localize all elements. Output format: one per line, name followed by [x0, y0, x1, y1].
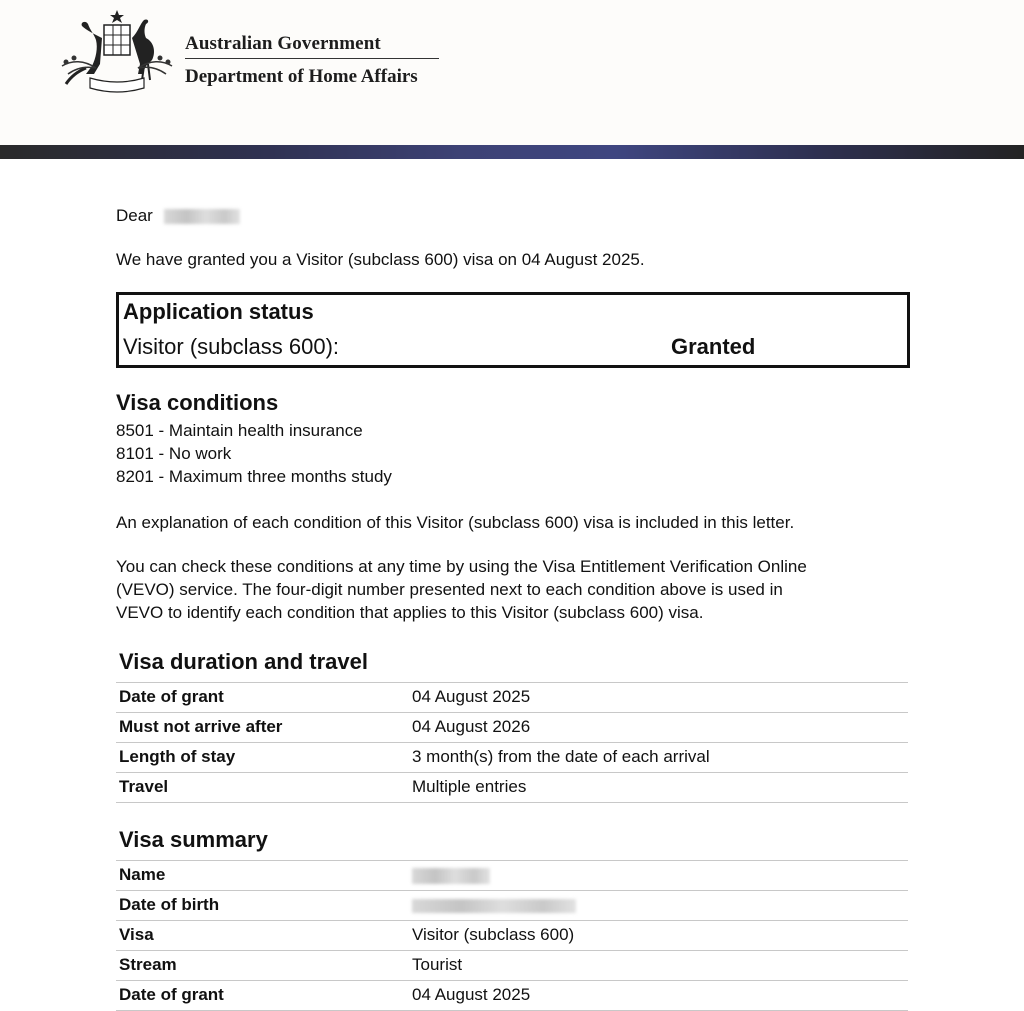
- application-status-box: [116, 292, 910, 368]
- table-row: [116, 950, 908, 980]
- grant-intro: We have granted you a Visitor (subclass 600) visa on 04 August 2025.: [116, 250, 645, 269]
- condition-item: 8501 - Maintain health insurance: [116, 421, 363, 440]
- row-value: 3 month(s) from the date of each arrival: [412, 747, 710, 766]
- salutation: [116, 204, 240, 227]
- table-row: [116, 860, 908, 890]
- agency-name: [185, 32, 439, 89]
- table-row: [116, 712, 908, 742]
- row-value: Tourist: [412, 955, 463, 974]
- row-key: Name: [119, 865, 166, 884]
- table-row: [116, 682, 908, 712]
- header-band: [0, 145, 1024, 159]
- government-name: Australian Government: [185, 33, 381, 54]
- row-key: Travel: [119, 777, 169, 796]
- row-key: Visa: [119, 925, 154, 944]
- row-key: Date of grant: [119, 687, 224, 706]
- redacted-name: [164, 209, 240, 224]
- conditions-explanation: An explanation of each condition of this Visitor (subclass 600) visa is included in this letter.: [116, 513, 795, 532]
- table-row: [116, 980, 908, 1011]
- summary-table: [116, 860, 908, 1011]
- condition-item: 8201 - Maximum three months study: [116, 467, 392, 486]
- row-key: Must not arrive after: [119, 717, 283, 736]
- condition-item: 8101 - No work: [116, 444, 232, 463]
- redacted-value: [412, 895, 576, 915]
- status-value: Granted: [671, 334, 756, 359]
- row-key: Length of stay: [119, 747, 236, 766]
- salutation-text: Dear: [116, 206, 153, 225]
- vevo-paragraph-line: (VEVO) service. The four-digit number presented next to each condition above is used in: [116, 580, 783, 599]
- table-row: [116, 742, 908, 772]
- coat-of-arms-logo: [56, 8, 178, 96]
- department-name: Department of Home Affairs: [185, 66, 418, 87]
- status-label: Visitor (subclass 600):: [123, 334, 340, 359]
- summary-heading: Visa summary: [119, 827, 268, 852]
- row-value: Multiple entries: [412, 777, 527, 796]
- status-title: Application status: [123, 299, 314, 324]
- vevo-paragraph-line: VEVO to identify each condition that applies to this Visitor (subclass 600) visa.: [116, 603, 704, 622]
- row-key: Date of grant: [119, 985, 224, 1004]
- table-row: [116, 772, 908, 803]
- letterhead: [0, 0, 1024, 145]
- duration-heading: Visa duration and travel: [119, 649, 369, 674]
- row-value: 04 August 2025: [412, 687, 531, 706]
- redacted-value: [412, 865, 490, 885]
- vevo-paragraph-line: You can check these conditions at any time by using the Visa Entitlement Verification Online: [116, 557, 807, 576]
- row-value: 04 August 2025: [412, 985, 531, 1004]
- agency-divider: [185, 58, 439, 59]
- duration-table: [116, 682, 908, 803]
- table-row: [116, 920, 908, 950]
- row-key: Date of birth: [119, 895, 220, 914]
- table-row: [116, 890, 908, 920]
- conditions-heading: Visa conditions: [116, 390, 279, 415]
- row-key: Stream: [119, 955, 177, 974]
- row-value: Visitor (subclass 600): [412, 925, 575, 944]
- row-value: 04 August 2026: [412, 717, 531, 736]
